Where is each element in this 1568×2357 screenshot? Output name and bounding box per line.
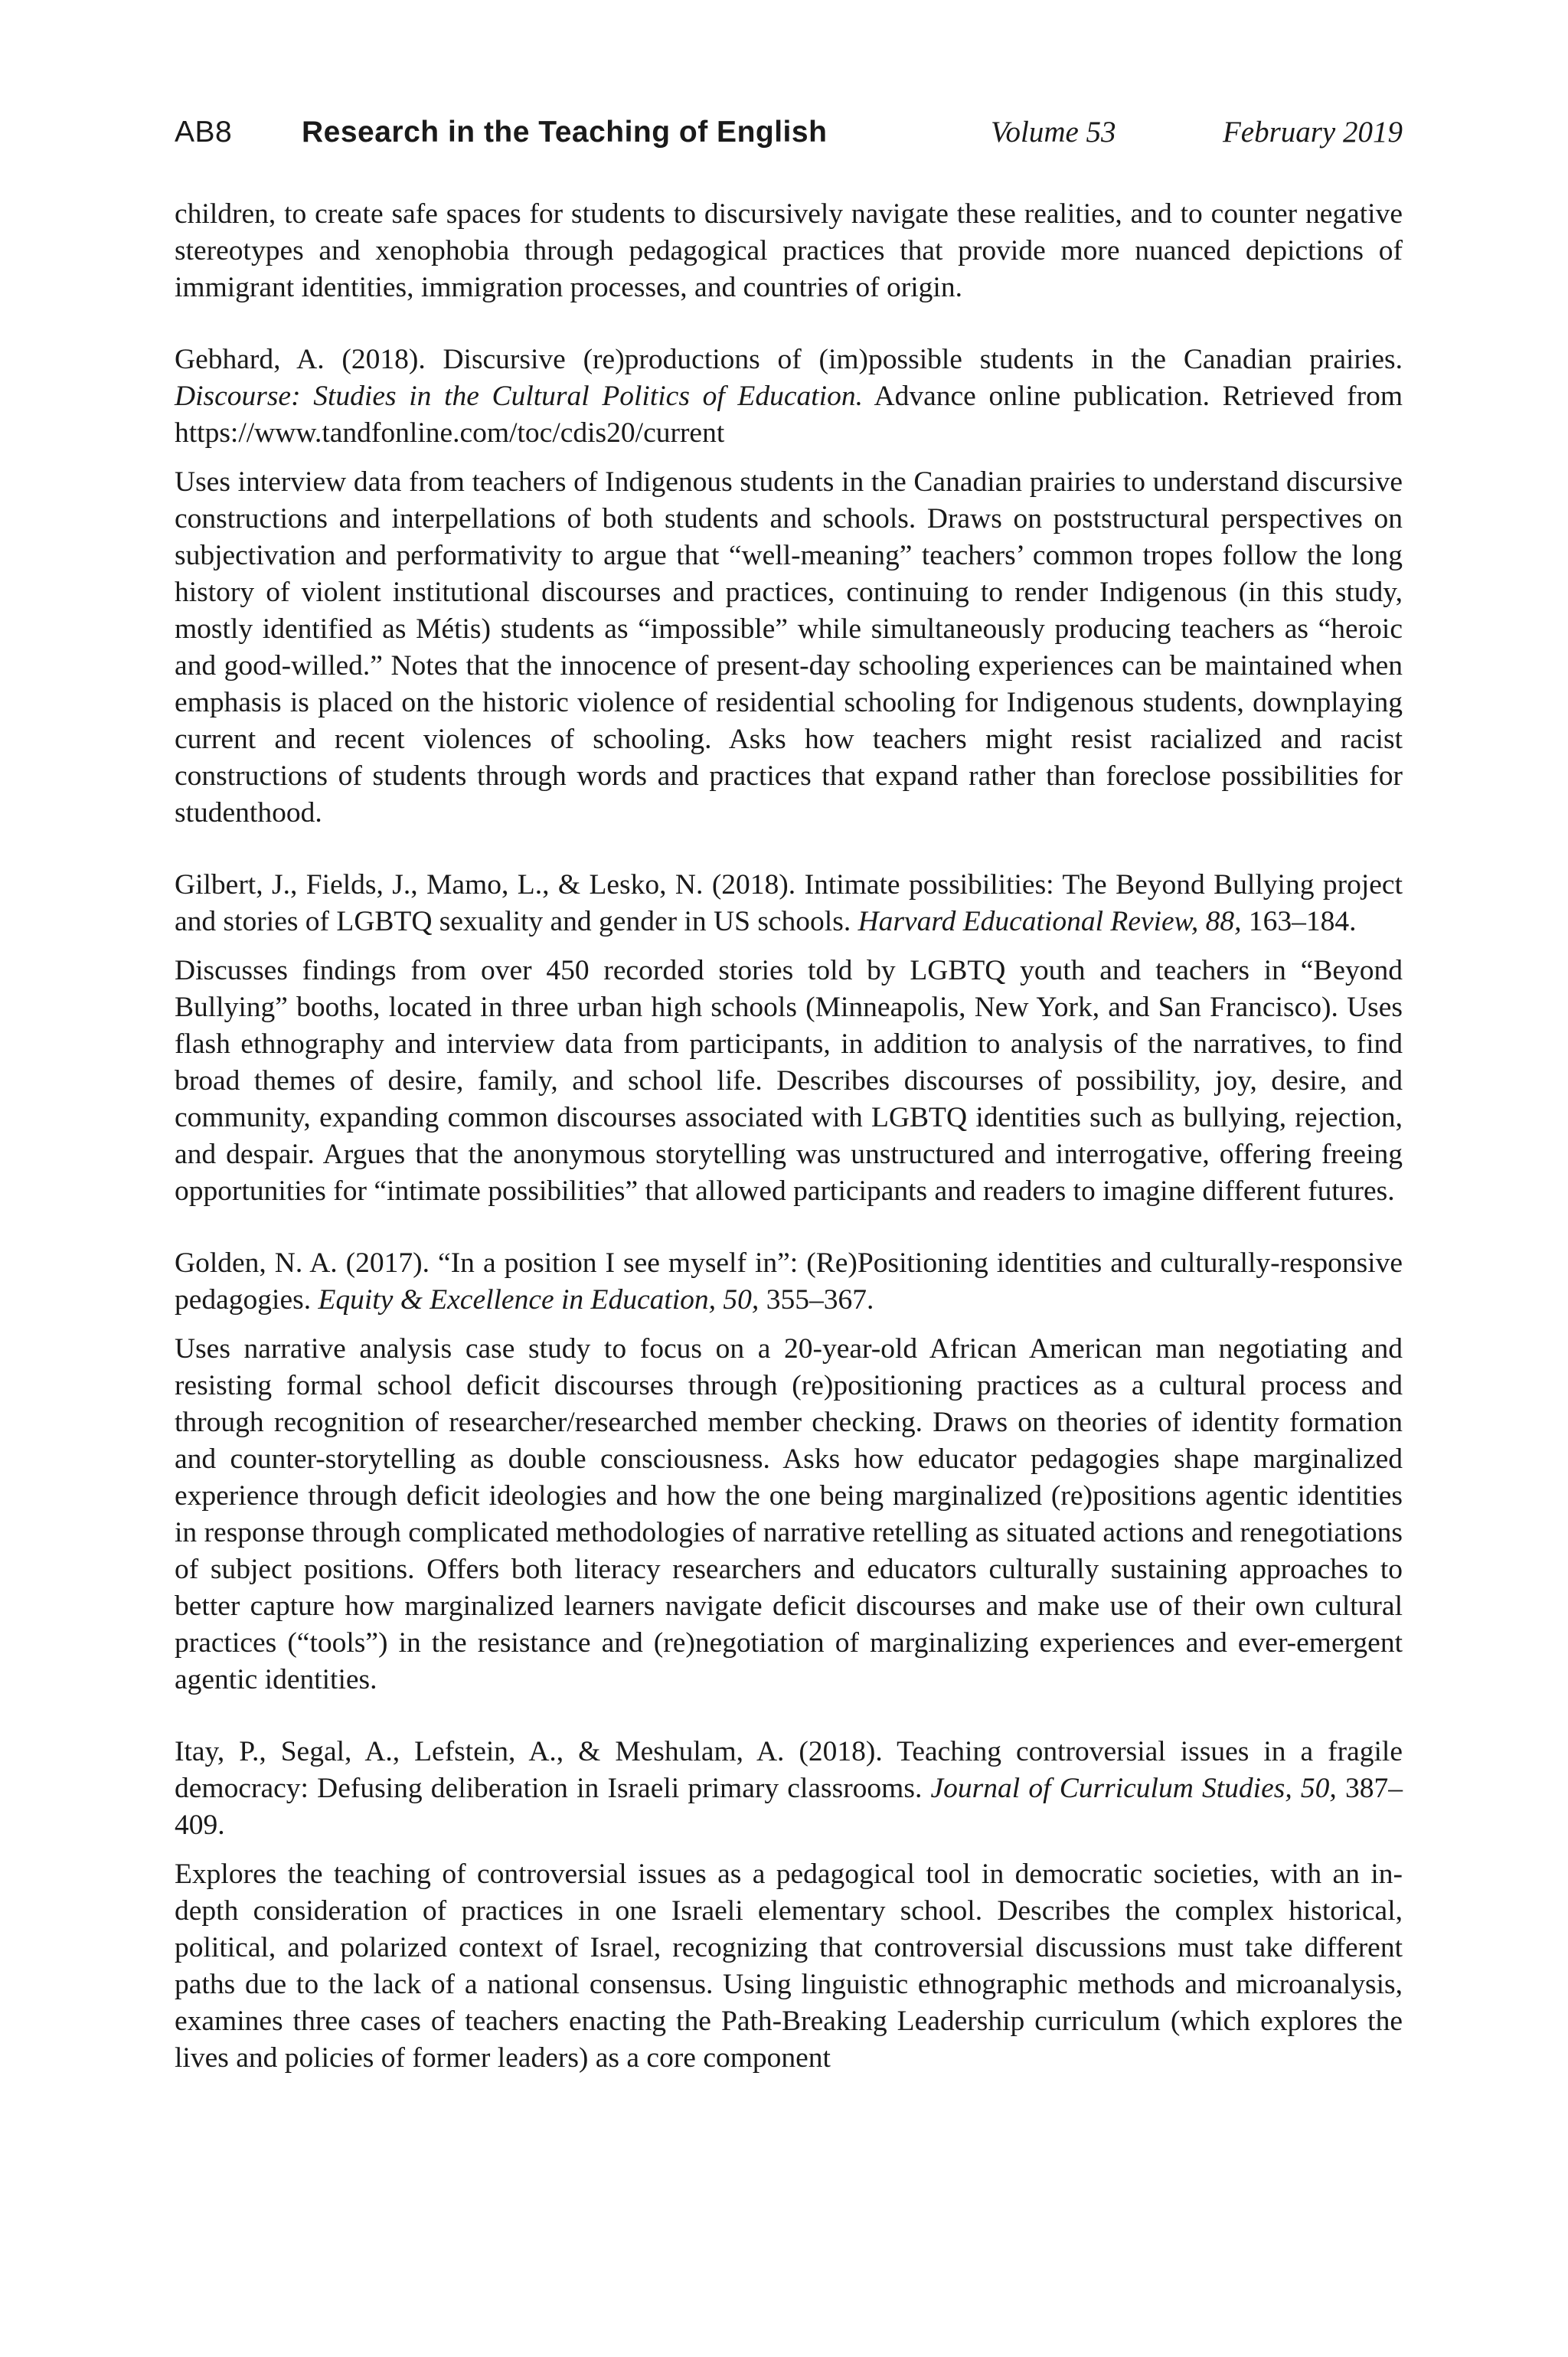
citation-source: Harvard Educational Review, 88, (858, 906, 1242, 937)
article-body (175, 196, 1403, 2077)
bibliography-entry (175, 342, 1403, 832)
journal-title: Research in the Teaching of English (302, 116, 828, 149)
annotation: Uses interview data from teachers of Indigenous students in the Canadian prairies to understand discursive constructions and interpellations of both students and schools. Draws on poststructural perspectives on subjectivation and performativity to argue that “well-meaning” teachers’ common tropes follow the long history of violent institutional discourses and practices, continuing to render Indigenous (in this study, mostly identified as Métis) students as “impossible” while simultaneously producing teachers as “heroic and good-willed.” Notes that the innocence of present-day schooling experiences can be maintained when emphasis is placed on the historic violence of residential schooling for Indigenous students, downplaying current and recent violences of schooling. Asks how teachers might resist racialized and racist constructions of students through words and practices that expand rather than foreclose possibilities for studenthood. (175, 466, 1403, 829)
annotation: Discusses findings from over 450 recorded stories told by LGBTQ youth and teachers in “Beyond Bullying” booths, located in three urban high schools (Minneapolis, New York, and San Francisco). Uses flash ethnography and interview data from participants, in addition to analysis of the narratives, to find broad themes of desire, family, and school life. Describes discourses of possibility, joy, desire, and community, expanding common discourses associated with LGBTQ identities such as bullying, rejection, and despair. Argues that the anonymous storytelling was unstructured and interrogative, offering freeing opportunities for “intimate possibilities” that allowed participants and readers to imagine different futures. (175, 955, 1403, 1207)
citation-text: Itay, P., Segal, A., Lefstein, A., & Meshulam, A. (2018). Teaching controversial issues in a fragile democracy: Defusing deliberation in Israeli primary classrooms. (175, 1736, 1403, 1804)
bibliography-entry (175, 1734, 1403, 2077)
citation (175, 1734, 1403, 1844)
citation-source: Equity & Excellence in Education, 50, (318, 1284, 760, 1316)
citation-text: Gilbert, J., Fields, J., Mamo, L., & Lesko, N. (2018). Intimate possibilities: The Beyond Bullying project and stories of LGBTQ sexuality and gender in US schools. (175, 869, 1403, 937)
citation-details: 387–409. (175, 1773, 1403, 1841)
citation (175, 342, 1403, 452)
annotation: Explores the teaching of controversial issues as a pedagogical tool in democratic societies, with an in-depth consideration of practices in one Israeli elementary school. Describes the complex historical, political, and polarized context of Israel, recognizing that controversial discussions must take different paths due to the lack of a national consensus. Using linguistic ethnographic methods and microanalysis, examines three cases of teachers enacting the Path-Breaking Leadership curriculum (which explores the lives and policies of former leaders) as a core component (175, 1858, 1403, 2074)
citation-details: 163–184. (1241, 906, 1357, 937)
citation-source: Discourse: Studies in the Cultural Politics of Education. (175, 381, 863, 412)
running-head (175, 115, 1403, 168)
journal-page (175, 115, 1403, 2077)
issue-date: February 2019 (1222, 116, 1403, 149)
citation-source: Journal of Curriculum Studies, 50, (930, 1773, 1337, 1804)
citation (175, 1245, 1403, 1319)
bibliography-entry (175, 867, 1403, 1210)
page-number: AB8 (175, 116, 233, 149)
citation-text: Golden, N. A. (2017). “In a position I see myself in”: (Re)Positioning identities and culturally-responsive pedagogies. (175, 1247, 1403, 1316)
continuation-paragraph: children, to create safe spaces for students to discursively navigate these realities, and to counter negative stereotypes and xenophobia through pedagogical practices that provide more nuanced depictions of immigrant identities, immigration processes, and countries of origin. (175, 198, 1403, 303)
citation-text: Gebhard, A. (2018). Discursive (re)productions of (im)possible students in the Canadian prairies. (175, 344, 1403, 375)
citation (175, 867, 1403, 940)
citation-details: 355–367. (759, 1284, 874, 1316)
annotation: Uses narrative analysis case study to focus on a 20-year-old African American man negotiating and resisting formal school deficit discourses through (re)positioning practices as a cultural process and through recognition of researcher/researched member checking. Draws on theories of identity formation and counter-storytelling as double consciousness. Asks how educator pedagogies shape marginalized experience through deficit ideologies and how the one being marginalized (re)positions agentic identities in response through complicated methodologies of narrative retelling as situated actions and renegotiations of subject positions. Offers both literacy researchers and educators culturally sustaining approaches to better capture how marginalized learners navigate deficit discourses and make use of their own cultural practices (“tools”) in the resistance and (re)negotiation of marginalizing experiences and ever-emergent agentic identities. (175, 1333, 1403, 1695)
volume-label: Volume 53 (991, 116, 1116, 149)
bibliography-entry (175, 1245, 1403, 1698)
citation-details: Advance online publication. Retrieved from https://www.tandfonline.com/toc/cdis20/current (175, 381, 1403, 449)
